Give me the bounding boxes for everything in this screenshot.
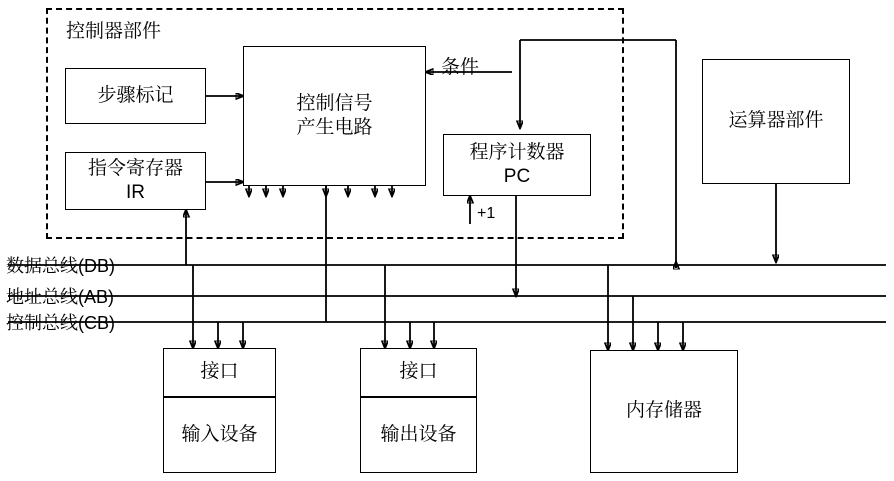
block-control-signal-line2: 产生电路 <box>296 117 373 138</box>
block-interface-output <box>360 348 477 397</box>
block-output-device-label: 输出设备 <box>380 423 457 445</box>
block-control-signal-circuit <box>243 46 426 186</box>
block-program-counter <box>443 134 591 196</box>
block-memory <box>590 350 738 473</box>
block-instruction-register <box>65 152 206 210</box>
block-step-marker-label: 步骤标记 <box>97 84 174 106</box>
block-interface-input <box>163 348 276 397</box>
block-alu-unit <box>702 59 850 184</box>
block-alu-unit-label: 运算器部件 <box>728 110 824 132</box>
block-input-device <box>163 397 276 473</box>
block-step-marker <box>65 68 206 124</box>
block-input-device-label: 输入设备 <box>181 423 258 445</box>
annotation-increment: +1 <box>477 205 496 222</box>
bus-label-address: 地址总线(AB) <box>6 287 114 307</box>
block-program-counter-line2: PC <box>503 166 531 187</box>
bus-label-data: 数据总线(DB) <box>6 256 115 276</box>
block-interface-output-label: 接口 <box>399 361 438 383</box>
block-control-signal-line1: 控制信号 <box>296 92 373 114</box>
block-memory-label: 内存储器 <box>625 400 702 422</box>
block-output-device <box>360 397 477 473</box>
block-instruction-register-line1: 指令寄存器 <box>87 157 183 179</box>
annotation-condition: 条件 <box>441 57 480 78</box>
block-instruction-register-line2: IR <box>126 182 145 203</box>
bus-label-control: 控制总线(CB) <box>6 313 115 333</box>
block-interface-input-label: 接口 <box>200 361 239 383</box>
block-program-counter-line1: 程序计数器 <box>469 141 565 163</box>
controller-group-label: 控制器部件 <box>66 21 162 42</box>
